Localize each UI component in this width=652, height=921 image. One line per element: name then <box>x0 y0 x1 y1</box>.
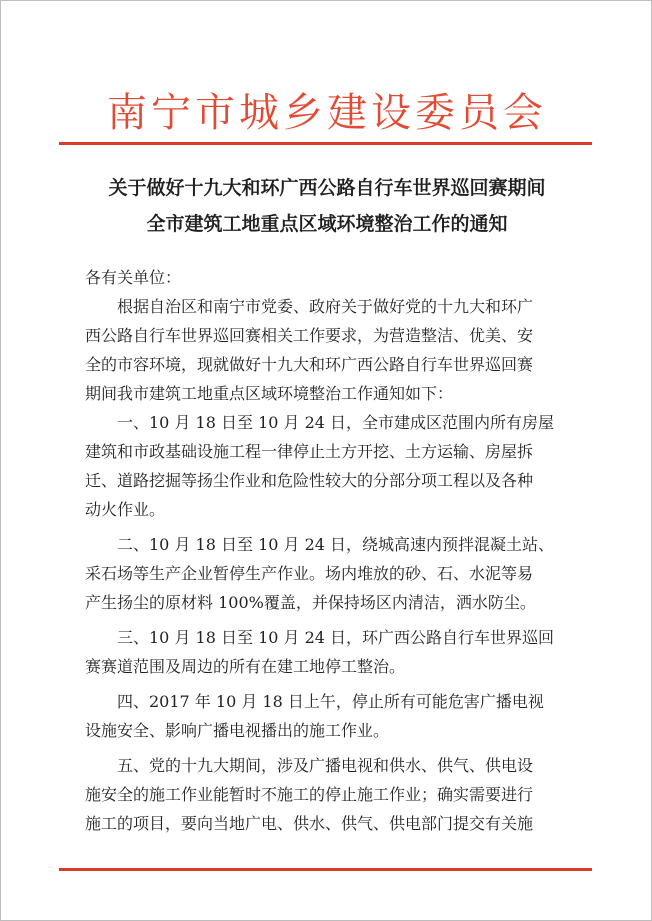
text-line: 全的市容环境，现就做好十九大和环广西公路自行车世界巡回赛 <box>85 355 534 374</box>
text-line: 西公路自行车世界巡回赛相关工作要求，为营造整洁、优美、安 <box>85 326 534 345</box>
notice-title-line-2: 全市建筑工地重点区域环境整治工作的通知 <box>146 213 508 235</box>
text-line: 动火作业。 <box>85 500 166 519</box>
text-line: 迁、道路挖掘等扬尘作业和危险性较大的分部分项工程以及各种 <box>85 471 534 490</box>
text-line: 建筑和市政基础设施工程一律停止土方开挖、土方运输、房屋拆 <box>85 442 534 461</box>
letterhead-organization: 南宁市城乡建设委员会 <box>107 90 547 136</box>
footer-red-rule <box>59 868 592 871</box>
text-line: 采石场等生产企业暂停生产作业。场内堆放的砂、石、水泥等易 <box>85 564 534 583</box>
text-line: 赛赛道范围及周边的所有在建工地停工整治。 <box>85 657 406 676</box>
text-line: 产生扬尘的原材料 100%覆盖，并保持场区内清洁，洒水防尘。 <box>85 593 536 612</box>
text-line: 二、10 月 18 日至 10 月 24 日，绕城高速内预拌混凝土站、 <box>117 535 555 554</box>
item-2-paragraph <box>85 530 567 617</box>
text-line: 五、党的十九大期间，涉及广播电视和供水、供气、供电设 <box>117 756 534 775</box>
text-line: 期间我市建筑工地重点区域环境整治工作通知如下： <box>85 384 454 403</box>
text-line: 一、10 月 18 日至 10 月 24 日，全市建成区范围内所有房屋 <box>117 413 555 432</box>
text-line: 四、2017 年 10 月 18 日上午，停止所有可能危害广播电视 <box>117 692 544 711</box>
item-1-paragraph <box>85 408 567 524</box>
item-4-paragraph <box>85 687 567 745</box>
text-line: 设施安全、影响广播电视播出的施工作业。 <box>85 721 390 740</box>
salutation: 各有关单位： <box>85 268 182 287</box>
item-3-paragraph <box>85 623 567 681</box>
letterhead-red-rule <box>59 142 592 145</box>
text-line: 三、10 月 18 日至 10 月 24 日，环广西公路自行车世界巡回 <box>117 628 555 647</box>
text-line: 施安全的施工作业能暂时不施工的停止施工作业；确实需要进行 <box>85 785 534 804</box>
item-5-paragraph <box>85 751 567 838</box>
text-line: 根据自治区和南宁市党委、政府关于做好党的十九大和环广 <box>117 297 534 316</box>
notice-body <box>85 263 567 838</box>
text-line: 施工的项目，要向当地广电、供水、供气、供电部门提交有关施 <box>85 814 534 833</box>
notice-title-line-1: 关于做好十九大和环广西公路自行车世界巡回赛期间 <box>108 177 546 199</box>
intro-paragraph <box>85 292 567 408</box>
